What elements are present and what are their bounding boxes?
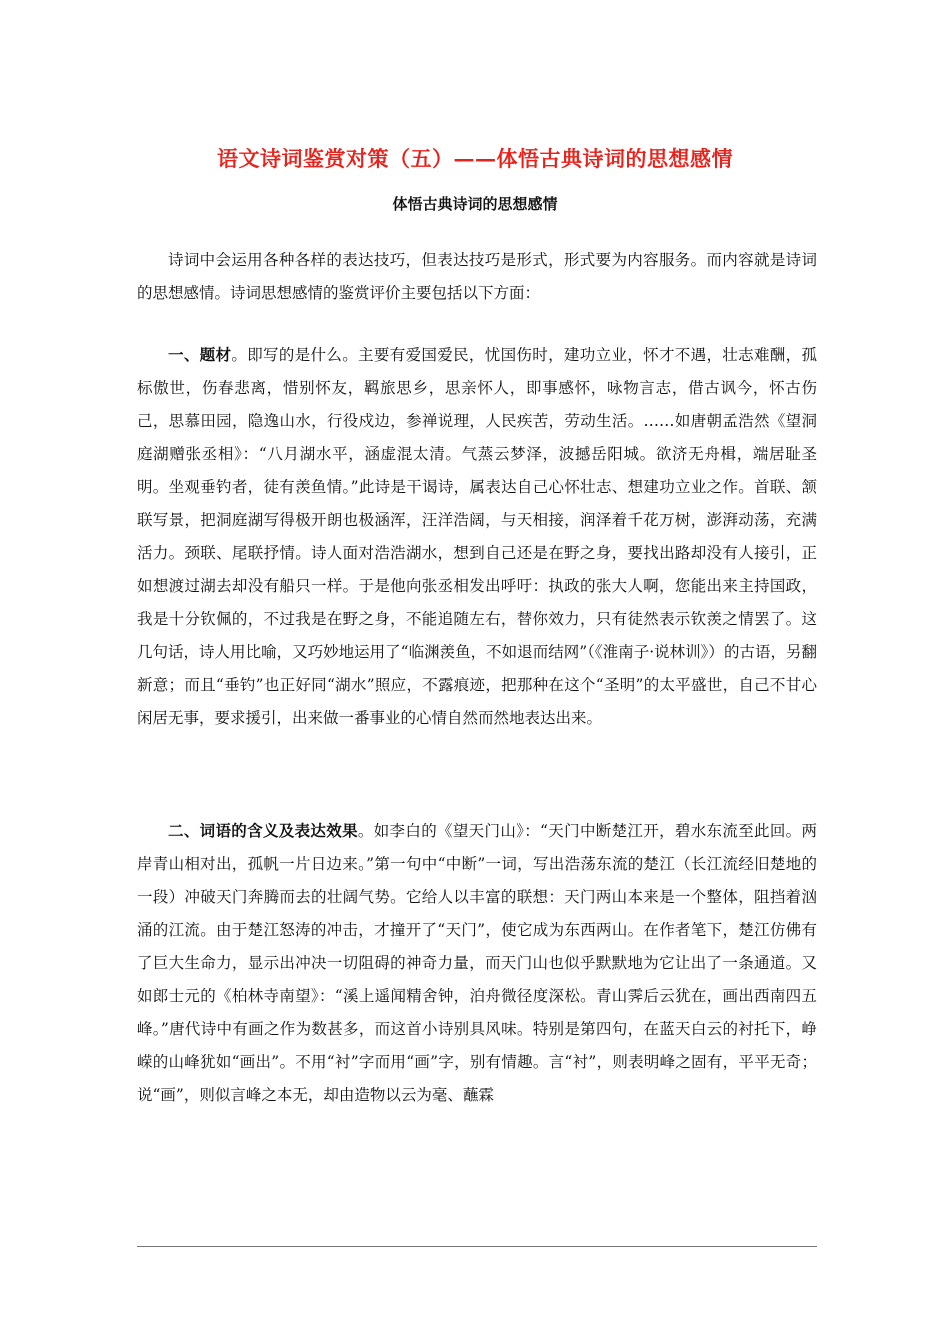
page-title: 语文诗词鉴赏对策（五）——体悟古典诗词的思想感情 [217, 146, 733, 171]
section-paragraph-2 [137, 814, 817, 1112]
section-text-1: 。即写的是什么。主要有爱国爱民，忧国伤时，建功立业，怀才不遇，壮志难酬，孤标傲世，伤春悲离，惜别怀友，羁旅思乡，思亲怀人，即事感怀，咏物言志，借古讽今，怀古伤己，思慕田园，隐逸山水，行役戍边，参禅说理，人民疾苦，劳动生活。……如唐朝孟浩然《望洞庭湖赠张丞相》：“八月湖水平，涵虚混太清。气蒸云梦泽，波撼岳阳城。欲济无舟楫，端居耻圣明。坐观垂钓者，徒有羡鱼情。”此诗是干谒诗，属表达自己心怀壮志、想建功立业之作。首联、颔联写景，把洞庭湖写得极开朗也极涵浑，汪洋浩阔，与天相接，润泽着千花万树，澎湃动荡，充满活力。颈联、尾联抒情。诗人面对浩浩湖水，想到自己还是在野之身，要找出路却没有人接引，正如想渡过湖去却没有船只一样。于是他向张丞相发出呼吁：执政的张大人啊，您能出来主持国政，我是十分钦佩的，不过我是在野之身，不能追随左右，替你效力，只有徒然表示钦羡之情罢了。这几句话，诗人用比喻，又巧妙地运用了“临渊羡鱼，不如退而结网”（《淮南子·说林训》）的古语，另翻新意；而且“垂钓”也正好同“湖水”照应，不露痕迹，把那种在这个“圣明”的太平盛世，自己不甘心闲居无事，要求援引，出来做一番事业的心情自然而然地表达出来。 [137, 346, 817, 727]
section-text-2: 。如李白的《望天门山》：“天门中断楚江开，碧水东流至此回。两岸青山相对出，孤帆一片日边来。”第一句中“中断”一词，写出浩荡东流的楚江（长江流经旧楚地的一段）冲破天门奔腾而去的壮阔气势。它给人以丰富的联想：天门两山本来是一个整体，阻挡着汹涌的江流。由于楚江怒涛的冲击，才撞开了“天门”，使它成为东西两山。在作者笔下，楚江仿佛有了巨大生命力，显示出冲决一切阻碍的神奇力量，而天门山也似乎默默地为它让出了一条通道。又如郎士元的《柏林寺南望》：“溪上遥闻精舍钟，泊舟微径度深松。青山霁后云犹在，画出西南四五峰。”唐代诗中有画之作为数甚多，而这首小诗别具风味。特别是第四句，在蓝天白云的衬托下，峥嵘的山峰犹如“画出”。不用“衬”字而用“画”字，别有情趣。言“衬”，则表明峰之固有，平平无奇；说“画”，则似言峰之本无，却由造物以云为毫、蘸霖 [137, 822, 817, 1104]
intro-paragraph: 诗词中会运用各种各样的表达技巧，但表达技巧是形式，形式要为内容服务。而内容就是诗词的思想感情。诗词思想感情的鉴赏评价主要包括以下方面： [137, 251, 817, 302]
section-heading-2: 二、词语的含义及表达效果 [168, 821, 358, 840]
page-subtitle: 体悟古典诗词的思想感情 [392, 195, 558, 213]
footer-divider [137, 1246, 817, 1247]
section-heading-1: 一、题材 [168, 345, 232, 364]
section-paragraph-1 [137, 338, 817, 735]
